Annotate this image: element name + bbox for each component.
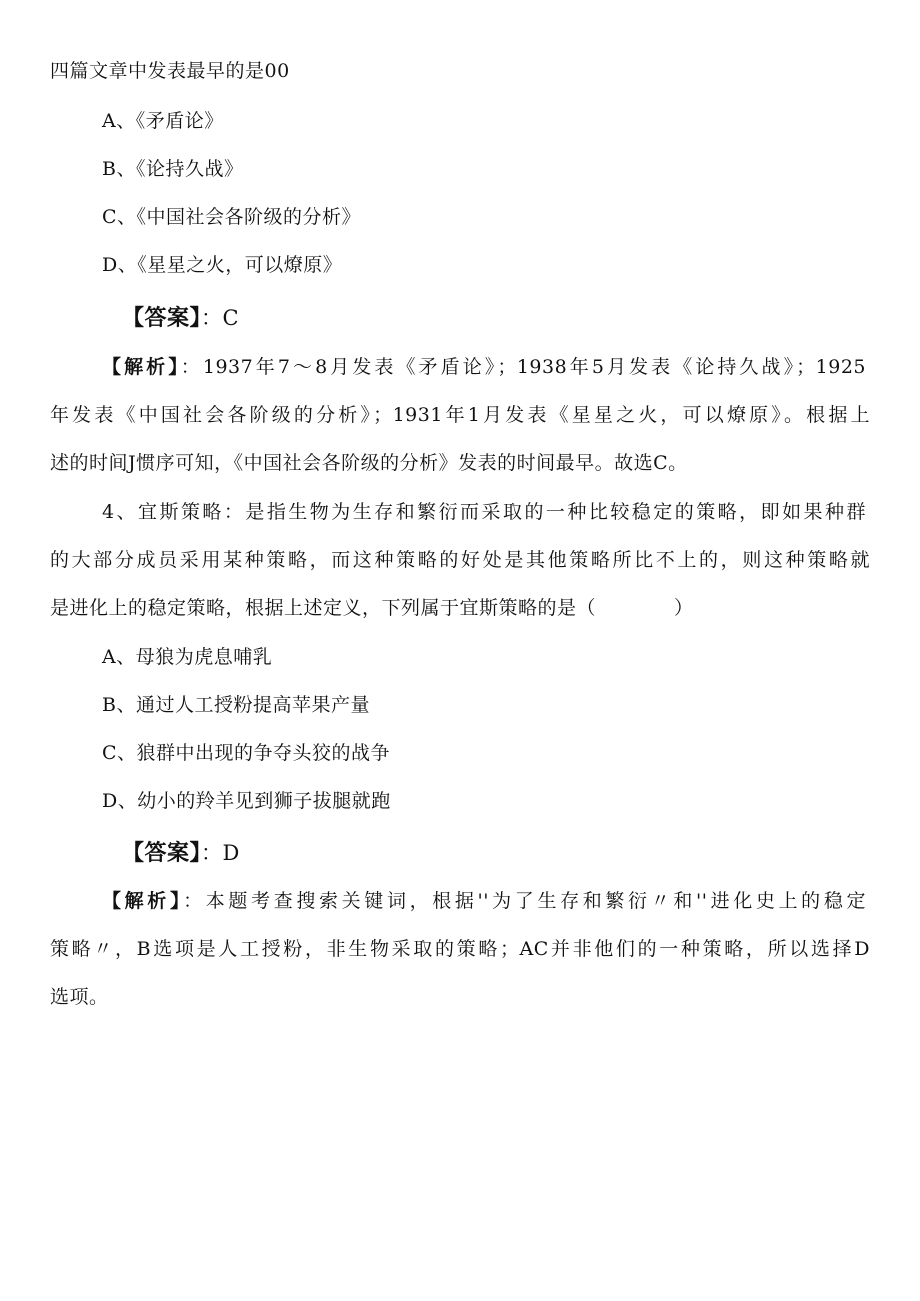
q4-stem-line-3: 是进化上的稳定策略，根据上述定义，下列属于宜斯策略的是（ ）: [50, 597, 694, 619]
q3-option-b: B、《论持久战》: [102, 158, 244, 180]
q4-stem-line-2: 的大部分成员采用某种策略，而这种策略的好处是其他策略所比不上的，则这种策略就: [50, 549, 870, 571]
q3-answer: [122, 305, 920, 332]
q3-option-c: C、《中国社会各阶级的分析》: [102, 206, 362, 228]
q4-analysis-text-1: ：本题考查搜索关键词，根据''为了生存和繁衍〃和''进化史上的稳定: [183, 890, 866, 912]
q4-analysis-line-1: [102, 888, 866, 914]
q4-stem-line-1: 4、宜斯策略：是指生物为生存和繁衍而采取的一种比较稳定的策略，即如果种群: [102, 501, 866, 523]
q3-analysis-label: 【解析】: [102, 356, 181, 378]
q4-answer-label: 【答案】: [122, 841, 202, 866]
q3-analysis-line-2: 年发表《中国社会各阶级的分析》；1931年1月发表《星星之火，可以燎原》。根据上: [50, 404, 870, 426]
q4-answer-value: ：D: [201, 841, 240, 865]
q3-analysis-line-3: 述的时间J惯序可知，《中国社会各阶级的分析》发表的时间最早。故选C。: [50, 452, 688, 474]
q4-option-a: A、母狼为虎息哺乳: [102, 646, 273, 668]
q4-option-c: C、狼群中出现的争夺头狡的战争: [102, 742, 391, 764]
q4-option-b: B、通过人工授粉提高苹果产量: [102, 694, 370, 716]
q3-option-a: A、《矛盾论》: [102, 110, 224, 132]
q4-answer: [122, 840, 920, 867]
q4-option-d: D、幼小的羚羊见到狮子拔腿就跑: [102, 790, 391, 812]
q3-answer-value: ：C: [201, 306, 240, 330]
q3-stem: 四篇文章中发表最早的是00: [50, 60, 290, 82]
q3-option-d: D、《星星之火，可以燎原》: [102, 254, 343, 276]
q4-analysis-label: 【解析】: [102, 890, 184, 912]
q3-analysis-text-1: ：1937年7～8月发表《矛盾论》；1938年5月发表《论持久战》；1925: [180, 356, 866, 378]
q3-answer-label: 【答案】: [122, 306, 202, 331]
q3-analysis-line-1: [102, 354, 866, 380]
q4-analysis-line-2: 策略〃，B选项是人工授粉，非生物采取的策略；AC并非他们的一种策略，所以选择D: [50, 938, 870, 960]
q4-analysis-line-3: 选项。: [50, 986, 109, 1008]
